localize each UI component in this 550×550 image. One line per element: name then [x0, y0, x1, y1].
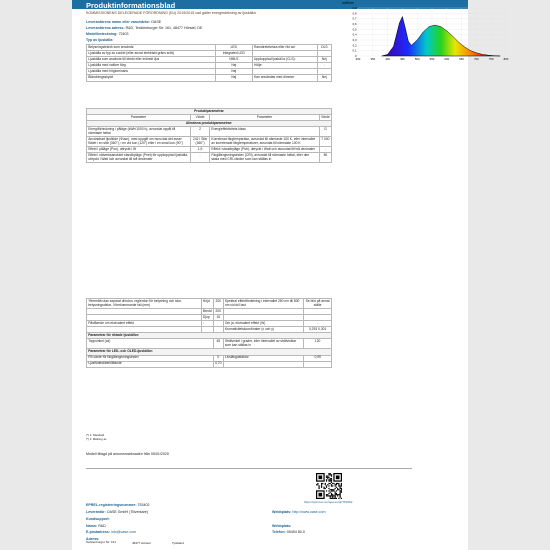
table-cell: Nej — [317, 75, 331, 81]
chart-ylabel: mW/nm — [342, 1, 354, 5]
table-cell: Nej — [215, 75, 252, 81]
supplier-name-row: Leverantörens namn eller varumärke: OASE — [86, 20, 162, 24]
table-cell: - — [319, 147, 331, 153]
x-tick-label: 550 — [429, 57, 435, 62]
phone-value: 05454 80-0 — [286, 530, 305, 534]
table-cell: NMLS — [215, 57, 252, 63]
table-cell: Integrated LED — [215, 51, 252, 57]
table-cell: Om ja, ekvivalent effekt (W) — [223, 321, 304, 327]
table-cell: R9-värde för färgåtergivningsindex — [87, 355, 214, 361]
y-tick-label: 0,5 — [352, 27, 357, 32]
table-cell: Hölje: — [252, 63, 317, 69]
table-cell: Ramdirektiv/ska eller rikt ad: — [252, 45, 317, 51]
table-cell: Livslängdsfaktor — [223, 355, 304, 361]
supplier-name: OASE — [151, 20, 162, 24]
y-tick-label: 0,1 — [352, 48, 357, 53]
table-cell: - — [317, 63, 331, 69]
eprel-number: 753402 — [137, 503, 150, 507]
y-tick-label: 0,2 — [352, 43, 357, 48]
name-row: Namn: R&D — [86, 524, 106, 528]
table-cell: - — [304, 321, 332, 327]
parameters-table — [86, 108, 332, 163]
table-cell: 120 — [304, 339, 332, 349]
table-cell: - — [190, 153, 209, 163]
address-line-2: 48477 Hörstel — [132, 541, 151, 545]
footnote-1: (*) 1: Standard — [86, 433, 105, 437]
table-cell: 0,99 — [304, 355, 332, 361]
table-cell: Höjd — [201, 299, 213, 309]
table-cell: 80 — [319, 153, 331, 163]
directional-section-title: Parametrar för riktade ljuskällor: — [87, 333, 332, 339]
y-tick-label: 0,9 — [352, 6, 357, 10]
table-cell: Uppkopplad ljuskäl la (CLS): — [252, 57, 317, 63]
table-cell: 200 — [213, 309, 223, 315]
table-cell: LED — [215, 45, 252, 51]
email-row: E-postadress: info@oase.com — [86, 530, 136, 534]
table-cell: Se bild på annat ställe — [305, 298, 330, 307]
table-cell: Effekt i standbyläge (Psb), uttryckt i Watt och avrundat till två decimaler — [210, 147, 320, 153]
y-tick-label: 0,3 — [352, 38, 357, 42]
x-tick-label: 450 — [400, 57, 405, 62]
supplier-value: OASE GmbH (Tillverkare) — [106, 510, 148, 514]
contact-row: Kundsupport: — [86, 517, 110, 521]
table-cell: Parameter — [210, 115, 320, 121]
table-cell: 7 000 — [319, 137, 331, 147]
table-cell: Strålvinkel i grader, eller intervallet av strålvinklar som kan ställas in — [223, 339, 304, 349]
table-cell: 2 — [190, 127, 209, 137]
supplier-address-row: Leverantörens adress: R&D, Tecklenburger Str. 161, 48477 Hörstel, DE — [86, 26, 203, 30]
x-tick-label: 350 — [370, 57, 376, 62]
contact-name: R&D — [98, 524, 106, 528]
website-link[interactable]: http://www.oase.com — [292, 510, 326, 514]
table-cell: 0,70 — [215, 361, 222, 366]
table-cell: Användbart ljusflöde (Φuse), med uppgift om huruvida det avser flödet i en sfär (360°), i en vid kon (120°) eller i en smal kon (90°) — [87, 137, 191, 147]
table-cell: 1,9 — [190, 147, 209, 153]
dimensions-table — [86, 298, 332, 368]
x-tick-label: 800 — [503, 57, 509, 62]
table-cell: Bländningsskydd — [87, 75, 216, 81]
model-added-text: Modell tillagd på annonsmarknaden från 05/01/2020 — [86, 452, 169, 456]
table-cell: Effekt i påläge (Pon), uttryckt i W — [87, 147, 191, 153]
table-cell — [223, 361, 304, 367]
led-section-title: Parametrar för LED- och OLED-ljuskällor: — [87, 349, 332, 355]
regulation-text: KOMMISSIONENS DELEGERADE FÖRORDNING (EU) 2019/2015 vad gäller energimärkning av ljuskällor — [86, 11, 257, 15]
table-cell: Djup — [201, 315, 213, 321]
table-cell: Ljuskälla med högluminans — [87, 69, 216, 75]
model-id: 72403 — [118, 32, 129, 36]
footer-divider — [86, 468, 412, 469]
model-row: Modellbeteckning: 72403 — [86, 32, 129, 36]
table-cell: Toppvinkel (cd) — [87, 339, 214, 349]
x-tick-label: 400 — [385, 57, 390, 62]
table-cell: - — [201, 321, 213, 327]
supplier-address: R&D, Tecklenburger Str. 161, 48477 Hörstel, DE — [125, 26, 203, 30]
x-tick-label: 600 — [444, 57, 450, 62]
table-cell: Spektral effektfördelning i intervallet 250 nm till 800 nm vid full last — [223, 299, 304, 309]
table-cell — [304, 361, 332, 367]
table-cell: Ljuskälla som används till direkt eller indirekt ljus — [87, 57, 216, 63]
phone-row: Telefon: 05454 80-0 — [272, 530, 305, 534]
light-source-table — [86, 44, 332, 82]
product-information-sheet — [72, 0, 509, 550]
address-block — [86, 541, 116, 544]
y-tick-label: 0,8 — [352, 11, 357, 16]
table-cell: 0,293 0,301 — [304, 327, 332, 333]
table-row — [87, 361, 332, 367]
x-tick-label: 700 — [474, 57, 479, 62]
table-cell: 0 — [213, 355, 223, 361]
page-title: Produktinformationsblad — [86, 1, 176, 10]
table-cell: Nej — [215, 63, 252, 69]
table-cell: Värde — [190, 115, 209, 121]
footnote-2: (*) 2: Mätning av — [86, 437, 107, 441]
x-tick-label: 300 — [355, 57, 361, 62]
spectrum-chart — [338, 0, 518, 62]
table-cell: 242 i Sfär (360°) — [190, 137, 209, 147]
table-cell: Belysningsteknik som används: — [87, 45, 216, 51]
table-cell: 45 — [213, 339, 223, 349]
website2-row: Webbplats: — [272, 524, 292, 528]
table-cell: Effekt i nätverksanslutet standbyläge (Pnet) för uppkopplad ljuskälla, uttryckt i Watt och avrundat till två decimaler — [87, 153, 191, 163]
table-cell: Bredd — [202, 308, 212, 313]
x-tick-label: 750 — [488, 57, 494, 62]
type-row: Typ av ljuskälla: — [86, 38, 114, 42]
table-cell: 200 — [213, 299, 223, 309]
x-tick-label: 500 — [414, 57, 420, 62]
table-cell: Färgåtergivningsindex (CRI), avrundat till närmaste heltal, eller den skala med CRI-värden som kan ställas in — [210, 153, 320, 163]
table-cell: Parameter — [87, 115, 191, 121]
table-row — [87, 127, 332, 137]
table-cell: Ljuskälla av typ av sockel (eller annat elektriskt gräns snitt) — [87, 51, 216, 57]
table-row — [87, 299, 332, 309]
table-cell: DLS — [317, 45, 331, 51]
email-link[interactable]: info@oase.com — [110, 530, 136, 534]
x-tick-labels — [356, 57, 509, 61]
table-cell: Påstående om ekvivalent effekt — [87, 321, 202, 327]
table-cell: Kan användas med dimmer — [252, 75, 317, 81]
table-cell: Nej — [317, 57, 331, 63]
qr-code-icon[interactable] — [316, 473, 342, 499]
table-cell: Energiförbrukning i påläge (kWh/1000 h), avrundat uppåt till närmaste heltal — [87, 127, 191, 137]
table-row — [87, 75, 332, 81]
table-cell: Ljusflödesbibehållande — [87, 361, 214, 367]
qr-url-link[interactable]: https://eprel.ec.europa.eu/qr/753402 — [304, 500, 353, 504]
table-cell: Korrelerad färgtemperatur, avrundat till närmaste 100 K, eller intervallet av korrelerade färgtemperaturer, avrundat till närmaste 100 K — [210, 137, 320, 147]
table-cell: Kromaticitetskoordinater (x och y) — [223, 327, 304, 333]
table-cell: Yttermått utan separat drivdon, reglerdon för belysning och icke-belysningsdelar, i förekommande fall (mm) — [87, 299, 202, 309]
y-tick-label: 0,7 — [352, 16, 357, 21]
table-cell: 15 — [213, 315, 223, 321]
spectrum-area — [382, 17, 500, 56]
eprel-row: EPREL-registreringsnummer: 753402 — [86, 503, 150, 507]
x-tick-label: 650 — [459, 57, 464, 62]
address-line-3: Tyskland — [172, 541, 184, 545]
table-cell: Nej — [215, 69, 252, 75]
general-section-title: Allmänna produktparametrar: — [87, 121, 332, 127]
table-cell: Ljuskälla med valfoer färg — [87, 63, 216, 69]
table-row — [87, 137, 332, 147]
y-tick-label: 0,4 — [352, 32, 357, 37]
website-row: Webbplats: http://www.oase.com — [272, 510, 326, 514]
supplier-row: Leverantör: OASE GmbH (Tillverkare) — [86, 510, 148, 514]
table-cell: Energieffektivitets klass — [210, 127, 320, 137]
table-cell: G — [319, 127, 331, 137]
directional-row — [87, 339, 332, 349]
address-line: Tecklenburger Str. 161 — [86, 540, 117, 544]
table-row — [87, 153, 332, 163]
params-section-title: Produktparametrar — [87, 109, 332, 115]
y-tick-label: 0 — [354, 54, 357, 58]
y-tick-label: 0,6 — [352, 22, 357, 26]
address-row: Adress: — [86, 537, 100, 541]
y-tick-labels — [353, 6, 357, 58]
table-cell: Värde — [320, 114, 330, 119]
